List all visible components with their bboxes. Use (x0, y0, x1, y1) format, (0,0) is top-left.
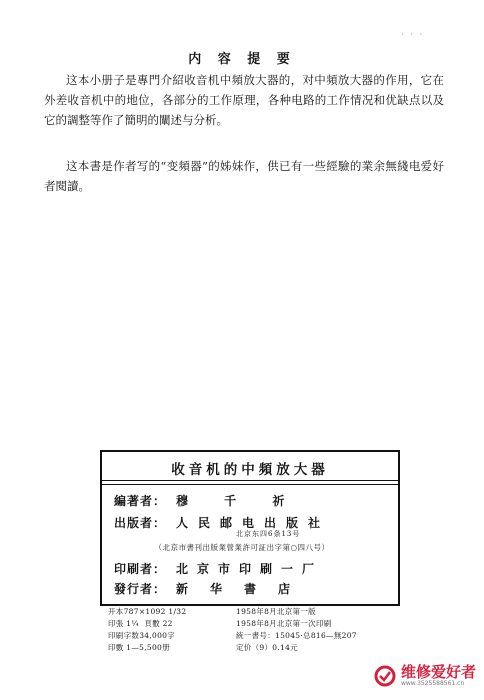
distributor-name: 新华書店 (176, 582, 313, 596)
spec-sheets-pages (108, 618, 173, 630)
distributor-label: 發行者： (114, 582, 167, 596)
printer-name: 北京市印刷一厂 (176, 562, 324, 576)
distributor-row (114, 580, 312, 597)
book-title: 收音机的中頻放大器 (171, 462, 329, 478)
publisher-name: 人民邮电出版社 (176, 516, 331, 530)
spec-print-run: 印數 1—5,500册 (108, 643, 170, 652)
author-row (114, 492, 300, 509)
site-watermark (374, 664, 476, 688)
watermark-logo-icon (374, 665, 396, 687)
spec-pages: 頁數 22 (144, 619, 173, 628)
spec-sheets: 印張 1¼ (108, 619, 139, 628)
printer-row (114, 560, 323, 577)
spec-words: 印刷字数34,000字 (108, 631, 176, 640)
summary-paragraph-2: 这本書是作者写的“变頻器”的姊妹作，供已有一些經驗的業余無綫电爱好者閱讀。 (44, 159, 444, 193)
spec-format: 开本787×1092 1/32 (108, 607, 187, 616)
publisher-label: 出版者： (114, 516, 167, 530)
spec-printing: 1958年8月北京第一次印刷 (236, 619, 332, 628)
colophon-divider-thin (100, 480, 400, 481)
spec-unified-number: 統一書号：15045·总816—無207 (236, 631, 357, 640)
spec-price: 定价（9）0.14元 (236, 643, 298, 652)
author-name: 穆 千 祈 (176, 494, 301, 508)
author-label: 編著者： (114, 494, 167, 508)
page-corner-mark: · · · (401, 30, 424, 39)
summary-heading: 内 容 提 要 (188, 52, 296, 67)
publishing-license: （北京市書刊出版業營業許可証出字第○四八号） (154, 543, 330, 552)
watermark-url: www.3525588561.cn (400, 680, 465, 687)
publisher-address: 北京东四6条13号 (236, 530, 301, 538)
printer-label: 印刷者： (114, 562, 167, 576)
colophon-divider (100, 484, 400, 485)
watermark-name: 维修爱好者 (400, 663, 476, 681)
summary-paragraph-1: 这本小册子是專門介紹收音机中頻放大器的，对中頻放大器的作用，它在外差收音机中的地位，各部分的工作原理，各种电路的工作情况和优缺点以及它的調整等作了簡明的闡述与分析。 (44, 73, 444, 127)
spec-edition: 1958年8月北京第一版 (236, 607, 316, 616)
